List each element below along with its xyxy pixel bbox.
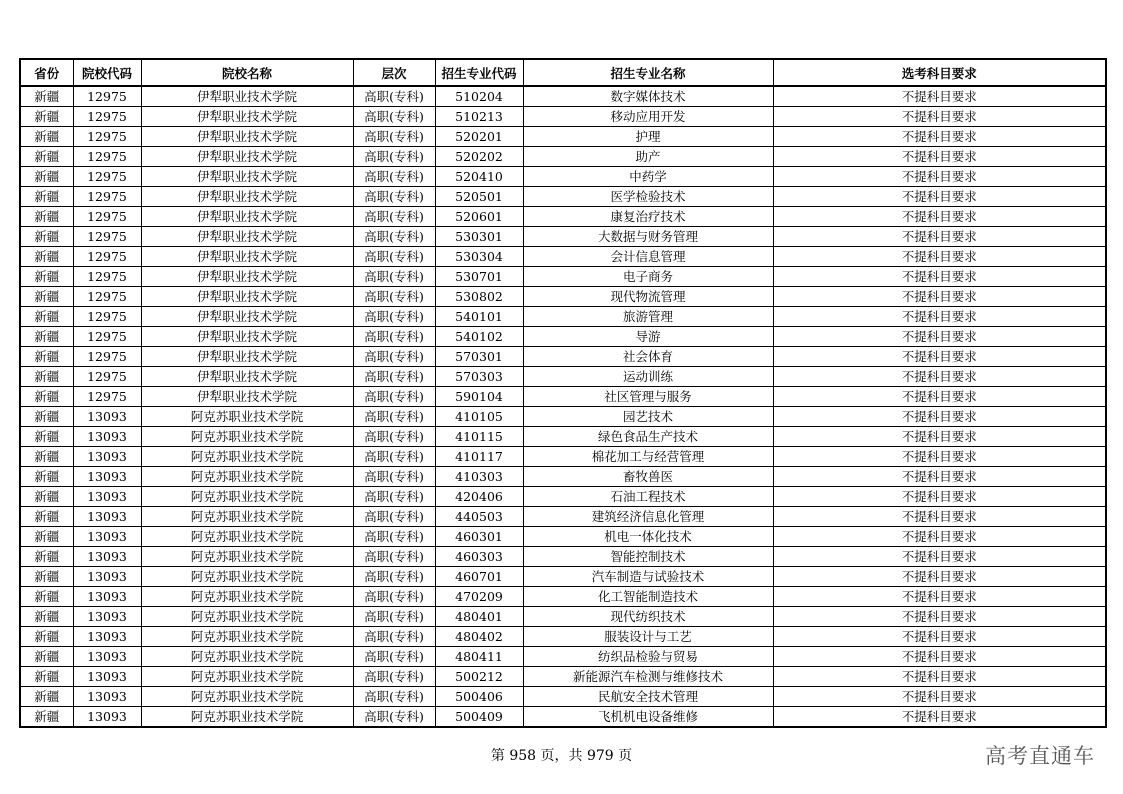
table-cell: 500212 — [435, 667, 523, 687]
table-cell: 520410 — [435, 167, 523, 187]
table-cell: 不提科目要求 — [773, 167, 1106, 187]
column-header: 省份 — [20, 59, 73, 86]
table-cell: 不提科目要求 — [773, 627, 1106, 647]
table-cell: 13093 — [73, 547, 141, 567]
table-cell: 社区管理与服务 — [523, 387, 773, 407]
table-cell: 新疆 — [20, 86, 73, 107]
table-cell: 12975 — [73, 247, 141, 267]
table-row — [20, 327, 1106, 347]
table-row — [20, 247, 1106, 267]
table-cell: 590104 — [435, 387, 523, 407]
table-cell: 伊犁职业技术学院 — [141, 267, 353, 287]
table-row — [20, 507, 1106, 527]
table-row — [20, 187, 1106, 207]
table-cell: 新疆 — [20, 307, 73, 327]
table-cell: 不提科目要求 — [773, 707, 1106, 728]
admission-table-container — [19, 58, 1105, 728]
table-row — [20, 147, 1106, 167]
table-cell: 高职(专科) — [353, 527, 435, 547]
table-cell: 伊犁职业技术学院 — [141, 107, 353, 127]
table-cell: 新疆 — [20, 387, 73, 407]
table-cell: 园艺技术 — [523, 407, 773, 427]
table-cell: 520201 — [435, 127, 523, 147]
table-cell: 新疆 — [20, 227, 73, 247]
table-cell: 540101 — [435, 307, 523, 327]
table-cell: 12975 — [73, 267, 141, 287]
table-cell: 高职(专科) — [353, 507, 435, 527]
table-row — [20, 367, 1106, 387]
table-cell: 不提科目要求 — [773, 447, 1106, 467]
table-cell: 化工智能制造技术 — [523, 587, 773, 607]
table-cell: 医学检验技术 — [523, 187, 773, 207]
table-cell: 高职(专科) — [353, 647, 435, 667]
table-cell: 新疆 — [20, 287, 73, 307]
table-cell: 不提科目要求 — [773, 567, 1106, 587]
table-cell: 高职(专科) — [353, 667, 435, 687]
table-cell: 高职(专科) — [353, 147, 435, 167]
table-row — [20, 667, 1106, 687]
table-cell: 530701 — [435, 267, 523, 287]
table-row — [20, 107, 1106, 127]
table-cell: 520501 — [435, 187, 523, 207]
table-cell: 13093 — [73, 667, 141, 687]
table-cell: 13093 — [73, 647, 141, 667]
table-cell: 阿克苏职业技术学院 — [141, 547, 353, 567]
table-cell: 伊犁职业技术学院 — [141, 86, 353, 107]
table-cell: 高职(专科) — [353, 487, 435, 507]
table-cell: 480402 — [435, 627, 523, 647]
table-cell: 新疆 — [20, 267, 73, 287]
table-row — [20, 287, 1106, 307]
table-cell: 高职(专科) — [353, 127, 435, 147]
table-cell: 阿克苏职业技术学院 — [141, 607, 353, 627]
table-cell: 不提科目要求 — [773, 407, 1106, 427]
column-header: 招生专业名称 — [523, 59, 773, 86]
table-row — [20, 127, 1106, 147]
table-cell: 新疆 — [20, 447, 73, 467]
table-cell: 电子商务 — [523, 267, 773, 287]
table-cell: 12975 — [73, 207, 141, 227]
table-cell: 13093 — [73, 407, 141, 427]
table-cell: 410115 — [435, 427, 523, 447]
table-cell: 阿克苏职业技术学院 — [141, 507, 353, 527]
table-cell: 会计信息管理 — [523, 247, 773, 267]
table-cell: 伊犁职业技术学院 — [141, 167, 353, 187]
table-cell: 540102 — [435, 327, 523, 347]
table-cell: 机电一体化技术 — [523, 527, 773, 547]
table-cell: 470209 — [435, 587, 523, 607]
table-cell: 520202 — [435, 147, 523, 167]
table-cell: 500409 — [435, 707, 523, 728]
table-cell: 阿克苏职业技术学院 — [141, 647, 353, 667]
table-cell: 520601 — [435, 207, 523, 227]
table-cell: 13093 — [73, 587, 141, 607]
table-cell: 伊犁职业技术学院 — [141, 287, 353, 307]
table-cell: 530304 — [435, 247, 523, 267]
table-cell: 新疆 — [20, 667, 73, 687]
table-row — [20, 167, 1106, 187]
table-cell: 高职(专科) — [353, 207, 435, 227]
table-row — [20, 387, 1106, 407]
table-cell: 12975 — [73, 367, 141, 387]
table-cell: 绿色食品生产技术 — [523, 427, 773, 447]
table-cell: 高职(专科) — [353, 327, 435, 347]
table-row — [20, 627, 1106, 647]
table-cell: 民航安全技术管理 — [523, 687, 773, 707]
table-cell: 护理 — [523, 127, 773, 147]
table-cell: 阿克苏职业技术学院 — [141, 587, 353, 607]
table-cell: 新疆 — [20, 567, 73, 587]
table-cell: 新疆 — [20, 327, 73, 347]
table-cell: 高职(专科) — [353, 707, 435, 728]
header-row — [20, 59, 1106, 86]
table-cell: 480411 — [435, 647, 523, 667]
table-cell: 不提科目要求 — [773, 427, 1106, 447]
table-cell: 高职(专科) — [353, 547, 435, 567]
table-cell: 不提科目要求 — [773, 247, 1106, 267]
table-cell: 新疆 — [20, 487, 73, 507]
table-cell: 运动训练 — [523, 367, 773, 387]
table-cell: 不提科目要求 — [773, 607, 1106, 627]
table-cell: 420406 — [435, 487, 523, 507]
column-header: 院校名称 — [141, 59, 353, 86]
table-cell: 460303 — [435, 547, 523, 567]
table-header — [20, 59, 1106, 86]
table-cell: 阿克苏职业技术学院 — [141, 667, 353, 687]
table-cell: 伊犁职业技术学院 — [141, 227, 353, 247]
table-cell: 13093 — [73, 687, 141, 707]
table-cell: 新疆 — [20, 407, 73, 427]
table-cell: 伊犁职业技术学院 — [141, 367, 353, 387]
table-cell: 12975 — [73, 187, 141, 207]
table-cell: 高职(专科) — [353, 407, 435, 427]
table-cell: 410303 — [435, 467, 523, 487]
table-cell: 高职(专科) — [353, 267, 435, 287]
table-row — [20, 307, 1106, 327]
table-cell: 新疆 — [20, 427, 73, 447]
table-cell: 伊犁职业技术学院 — [141, 387, 353, 407]
table-cell: 510204 — [435, 86, 523, 107]
table-cell: 新能源汽车检测与维修技术 — [523, 667, 773, 687]
table-cell: 新疆 — [20, 367, 73, 387]
table-cell: 新疆 — [20, 647, 73, 667]
table-cell: 不提科目要求 — [773, 327, 1106, 347]
table-cell: 畜牧兽医 — [523, 467, 773, 487]
table-cell: 不提科目要求 — [773, 207, 1106, 227]
table-cell: 不提科目要求 — [773, 527, 1106, 547]
table-cell: 伊犁职业技术学院 — [141, 147, 353, 167]
table-cell: 12975 — [73, 127, 141, 147]
table-cell: 高职(专科) — [353, 347, 435, 367]
table-cell: 新疆 — [20, 507, 73, 527]
table-cell: 伊犁职业技术学院 — [141, 127, 353, 147]
table-cell: 新疆 — [20, 347, 73, 367]
table-row — [20, 467, 1106, 487]
table-row — [20, 707, 1106, 728]
table-cell: 不提科目要求 — [773, 287, 1106, 307]
table-cell: 新疆 — [20, 527, 73, 547]
table-cell: 12975 — [73, 86, 141, 107]
table-cell: 移动应用开发 — [523, 107, 773, 127]
table-cell: 高职(专科) — [353, 387, 435, 407]
table-cell: 阿克苏职业技术学院 — [141, 627, 353, 647]
table-row — [20, 487, 1106, 507]
table-cell: 不提科目要求 — [773, 187, 1106, 207]
table-cell: 智能控制技术 — [523, 547, 773, 567]
table-cell: 新疆 — [20, 167, 73, 187]
table-cell: 阿克苏职业技术学院 — [141, 447, 353, 467]
table-cell: 500406 — [435, 687, 523, 707]
table-cell: 新疆 — [20, 207, 73, 227]
table-cell: 高职(专科) — [353, 307, 435, 327]
table-row — [20, 347, 1106, 367]
table-cell: 高职(专科) — [353, 467, 435, 487]
table-cell: 阿克苏职业技术学院 — [141, 467, 353, 487]
table-cell: 建筑经济信息化管理 — [523, 507, 773, 527]
table-cell: 13093 — [73, 447, 141, 467]
table-cell: 阿克苏职业技术学院 — [141, 527, 353, 547]
table-cell: 高职(专科) — [353, 187, 435, 207]
table-cell: 高职(专科) — [353, 567, 435, 587]
table-cell: 13093 — [73, 527, 141, 547]
table-cell: 510213 — [435, 107, 523, 127]
table-cell: 新疆 — [20, 467, 73, 487]
table-cell: 阿克苏职业技术学院 — [141, 407, 353, 427]
table-cell: 高职(专科) — [353, 247, 435, 267]
table-cell: 纺织品检验与贸易 — [523, 647, 773, 667]
table-cell: 12975 — [73, 227, 141, 247]
table-cell: 12975 — [73, 347, 141, 367]
table-cell: 不提科目要求 — [773, 587, 1106, 607]
table-cell: 13093 — [73, 627, 141, 647]
table-cell: 不提科目要求 — [773, 487, 1106, 507]
table-cell: 高职(专科) — [353, 86, 435, 107]
table-cell: 阿克苏职业技术学院 — [141, 687, 353, 707]
table-cell: 高职(专科) — [353, 167, 435, 187]
table-cell: 13093 — [73, 707, 141, 728]
table-cell: 大数据与财务管理 — [523, 227, 773, 247]
table-cell: 不提科目要求 — [773, 107, 1106, 127]
table-cell: 旅游管理 — [523, 307, 773, 327]
table-row — [20, 647, 1106, 667]
table-cell: 新疆 — [20, 127, 73, 147]
table-cell: 新疆 — [20, 607, 73, 627]
table-cell: 410105 — [435, 407, 523, 427]
table-cell: 570303 — [435, 367, 523, 387]
table-cell: 伊犁职业技术学院 — [141, 347, 353, 367]
table-cell: 导游 — [523, 327, 773, 347]
table-cell: 410117 — [435, 447, 523, 467]
table-cell: 13093 — [73, 507, 141, 527]
table-cell: 新疆 — [20, 627, 73, 647]
table-cell: 13093 — [73, 427, 141, 447]
table-cell: 13093 — [73, 487, 141, 507]
table-row — [20, 447, 1106, 467]
table-cell: 460301 — [435, 527, 523, 547]
table-cell: 康复治疗技术 — [523, 207, 773, 227]
table-cell: 高职(专科) — [353, 107, 435, 127]
table-cell: 440503 — [435, 507, 523, 527]
table-cell: 阿克苏职业技术学院 — [141, 707, 353, 728]
watermark-logo-text: 高考直通车 — [985, 744, 1095, 768]
table-cell: 不提科目要求 — [773, 667, 1106, 687]
table-row — [20, 687, 1106, 707]
table-cell: 中药学 — [523, 167, 773, 187]
table-cell: 12975 — [73, 287, 141, 307]
table-cell: 伊犁职业技术学院 — [141, 207, 353, 227]
table-row — [20, 607, 1106, 627]
table-cell: 汽车制造与试验技术 — [523, 567, 773, 587]
table-cell: 阿克苏职业技术学院 — [141, 487, 353, 507]
table-cell: 12975 — [73, 167, 141, 187]
table-cell: 高职(专科) — [353, 287, 435, 307]
table-cell: 480401 — [435, 607, 523, 627]
table-row — [20, 207, 1106, 227]
table-cell: 伊犁职业技术学院 — [141, 307, 353, 327]
table-cell: 飞机机电设备维修 — [523, 707, 773, 728]
table-cell: 阿克苏职业技术学院 — [141, 567, 353, 587]
table-cell: 高职(专科) — [353, 227, 435, 247]
table-cell: 12975 — [73, 147, 141, 167]
page-number: 第 958 页，共 979 页 — [490, 748, 633, 764]
table-cell: 不提科目要求 — [773, 127, 1106, 147]
column-header: 层次 — [353, 59, 435, 86]
table-cell: 不提科目要求 — [773, 647, 1106, 667]
table-row — [20, 527, 1106, 547]
table-cell: 石油工程技术 — [523, 487, 773, 507]
table-row — [20, 407, 1106, 427]
table-cell: 不提科目要求 — [773, 367, 1106, 387]
page-footer — [0, 745, 1123, 765]
table-cell: 社会体育 — [523, 347, 773, 367]
table-cell: 不提科目要求 — [773, 507, 1106, 527]
table-cell: 高职(专科) — [353, 587, 435, 607]
table-cell: 不提科目要求 — [773, 227, 1106, 247]
table-cell: 新疆 — [20, 587, 73, 607]
table-row — [20, 427, 1106, 447]
table-cell: 新疆 — [20, 147, 73, 167]
table-cell: 助产 — [523, 147, 773, 167]
admission-table — [19, 58, 1107, 728]
table-cell: 不提科目要求 — [773, 307, 1106, 327]
table-cell: 530301 — [435, 227, 523, 247]
table-cell: 12975 — [73, 327, 141, 347]
table-cell: 不提科目要求 — [773, 347, 1106, 367]
table-cell: 现代物流管理 — [523, 287, 773, 307]
table-cell: 新疆 — [20, 247, 73, 267]
table-cell: 不提科目要求 — [773, 86, 1106, 107]
table-cell: 高职(专科) — [353, 607, 435, 627]
table-cell: 棉花加工与经营管理 — [523, 447, 773, 467]
table-cell: 高职(专科) — [353, 427, 435, 447]
table-row — [20, 587, 1106, 607]
table-cell: 不提科目要求 — [773, 267, 1106, 287]
column-header: 招生专业代码 — [435, 59, 523, 86]
table-cell: 伊犁职业技术学院 — [141, 187, 353, 207]
table-cell: 不提科目要求 — [773, 147, 1106, 167]
table-cell: 不提科目要求 — [773, 547, 1106, 567]
table-cell: 高职(专科) — [353, 367, 435, 387]
table-cell: 伊犁职业技术学院 — [141, 247, 353, 267]
table-cell: 新疆 — [20, 547, 73, 567]
table-cell: 高职(专科) — [353, 447, 435, 467]
table-cell: 不提科目要求 — [773, 687, 1106, 707]
table-cell: 新疆 — [20, 687, 73, 707]
table-body — [20, 86, 1106, 727]
table-cell: 13093 — [73, 567, 141, 587]
table-cell: 服装设计与工艺 — [523, 627, 773, 647]
column-header: 选考科目要求 — [773, 59, 1106, 86]
table-cell: 13093 — [73, 467, 141, 487]
table-cell: 新疆 — [20, 707, 73, 728]
table-cell: 数字媒体技术 — [523, 86, 773, 107]
column-header: 院校代码 — [73, 59, 141, 86]
table-cell: 不提科目要求 — [773, 467, 1106, 487]
table-cell: 12975 — [73, 107, 141, 127]
table-cell: 阿克苏职业技术学院 — [141, 427, 353, 447]
table-cell: 530802 — [435, 287, 523, 307]
table-cell: 460701 — [435, 567, 523, 587]
table-row — [20, 267, 1106, 287]
table-row — [20, 547, 1106, 567]
table-row — [20, 86, 1106, 107]
table-row — [20, 567, 1106, 587]
table-cell: 新疆 — [20, 107, 73, 127]
table-cell: 不提科目要求 — [773, 387, 1106, 407]
table-cell: 现代纺织技术 — [523, 607, 773, 627]
table-cell: 新疆 — [20, 187, 73, 207]
table-cell: 高职(专科) — [353, 627, 435, 647]
table-cell: 570301 — [435, 347, 523, 367]
table-cell: 12975 — [73, 387, 141, 407]
table-row — [20, 227, 1106, 247]
table-cell: 12975 — [73, 307, 141, 327]
table-cell: 高职(专科) — [353, 687, 435, 707]
table-cell: 伊犁职业技术学院 — [141, 327, 353, 347]
table-cell: 13093 — [73, 607, 141, 627]
